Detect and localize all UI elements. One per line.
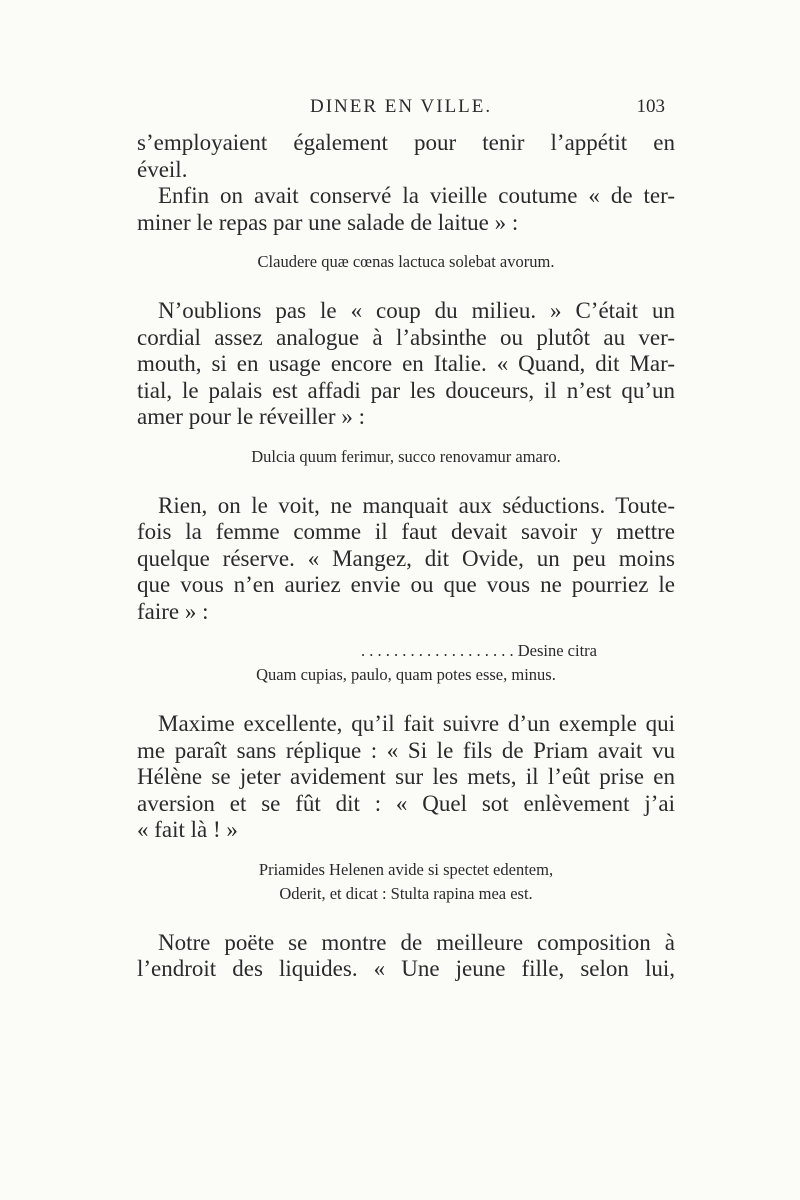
text-line: fois la femme comme il faut devait savoir y mettre <box>137 519 675 544</box>
page-number: 103 <box>636 96 665 117</box>
running-title: DINER EN VILLE. <box>310 96 493 117</box>
text-line: Rien, on le voit, ne manquait aux séductions. Toute- <box>158 492 675 518</box>
text-line: éveil. <box>137 156 188 182</box>
text-line: tial, le palais est affadi par les douceurs, il n’est qu’un <box>137 377 675 403</box>
latin-verse-quote <box>137 639 675 687</box>
text-line: amer pour le réveiller » : <box>137 404 365 429</box>
paragraph <box>137 711 675 844</box>
latin-verse-quote <box>137 445 675 469</box>
text-line: Notre poëte se montre de meilleure composition à <box>158 929 675 955</box>
text-line: faire » : <box>137 598 209 624</box>
latin-verse-quote <box>137 250 675 274</box>
paragraph <box>137 298 675 431</box>
verse-line: Quam cupias, paulo, quam potes esse, minus. <box>256 665 556 684</box>
text-line: cordial assez analogue à l’absinthe ou plutôt au ver- <box>137 324 675 350</box>
text-line: s’employaient également pour tenir l’appétit en <box>137 130 675 155</box>
verse-line: Priamides Helenen avide si spectet edentem, <box>258 859 554 879</box>
text-line: me paraît sans réplique : « Si le fils de Priam avait vu <box>137 737 675 763</box>
verse-line: . . . . . . . . . . . . . . . . . . . Desine citra <box>360 641 597 660</box>
text-line: l’endroit des liquides. « Une jeune fille, selon lui, <box>137 956 675 981</box>
latin-verse-quote <box>137 858 675 906</box>
verse-line: Dulcia quum ferimur, succo renovamur amaro. <box>251 446 561 466</box>
text-line: Maxime excellente, qu’il fait suivre d’un exemple qui <box>158 711 675 736</box>
text-line: aversion et se fût dit : « Quel sot enlèvement j’ai <box>137 790 675 816</box>
paragraph <box>137 183 675 236</box>
text-line: Enfin on avait conservé la vieille coutume « de ter- <box>158 183 675 208</box>
text-line: miner le repas par une salade de laitue » : <box>137 209 519 235</box>
paragraph <box>137 130 675 183</box>
paragraph <box>137 493 675 626</box>
body-text <box>137 130 675 983</box>
text-line: N’oublions pas le « coup du milieu. » C’était un <box>158 298 675 323</box>
text-line: « fait là ! » <box>137 817 238 842</box>
running-header <box>137 96 675 130</box>
text-line: mouth, si en usage encore en Italie. « Quand, dit Mar- <box>137 351 675 376</box>
text-line: que vous n’en auriez envie ou que vous ne pourriez le <box>137 572 675 597</box>
verse-line: Claudere quæ cœnas lactuca solebat avorum. <box>257 252 555 271</box>
book-page <box>137 96 675 983</box>
verse-line: Oderit, et dicat : Stulta rapina mea est. <box>279 883 533 903</box>
text-line: quelque réserve. « Mangez, dit Ovide, un peu moins <box>137 545 675 571</box>
text-line: Hélène se jeter avidement sur les mets, il l’eût prise en <box>137 764 675 789</box>
paragraph <box>137 930 675 983</box>
